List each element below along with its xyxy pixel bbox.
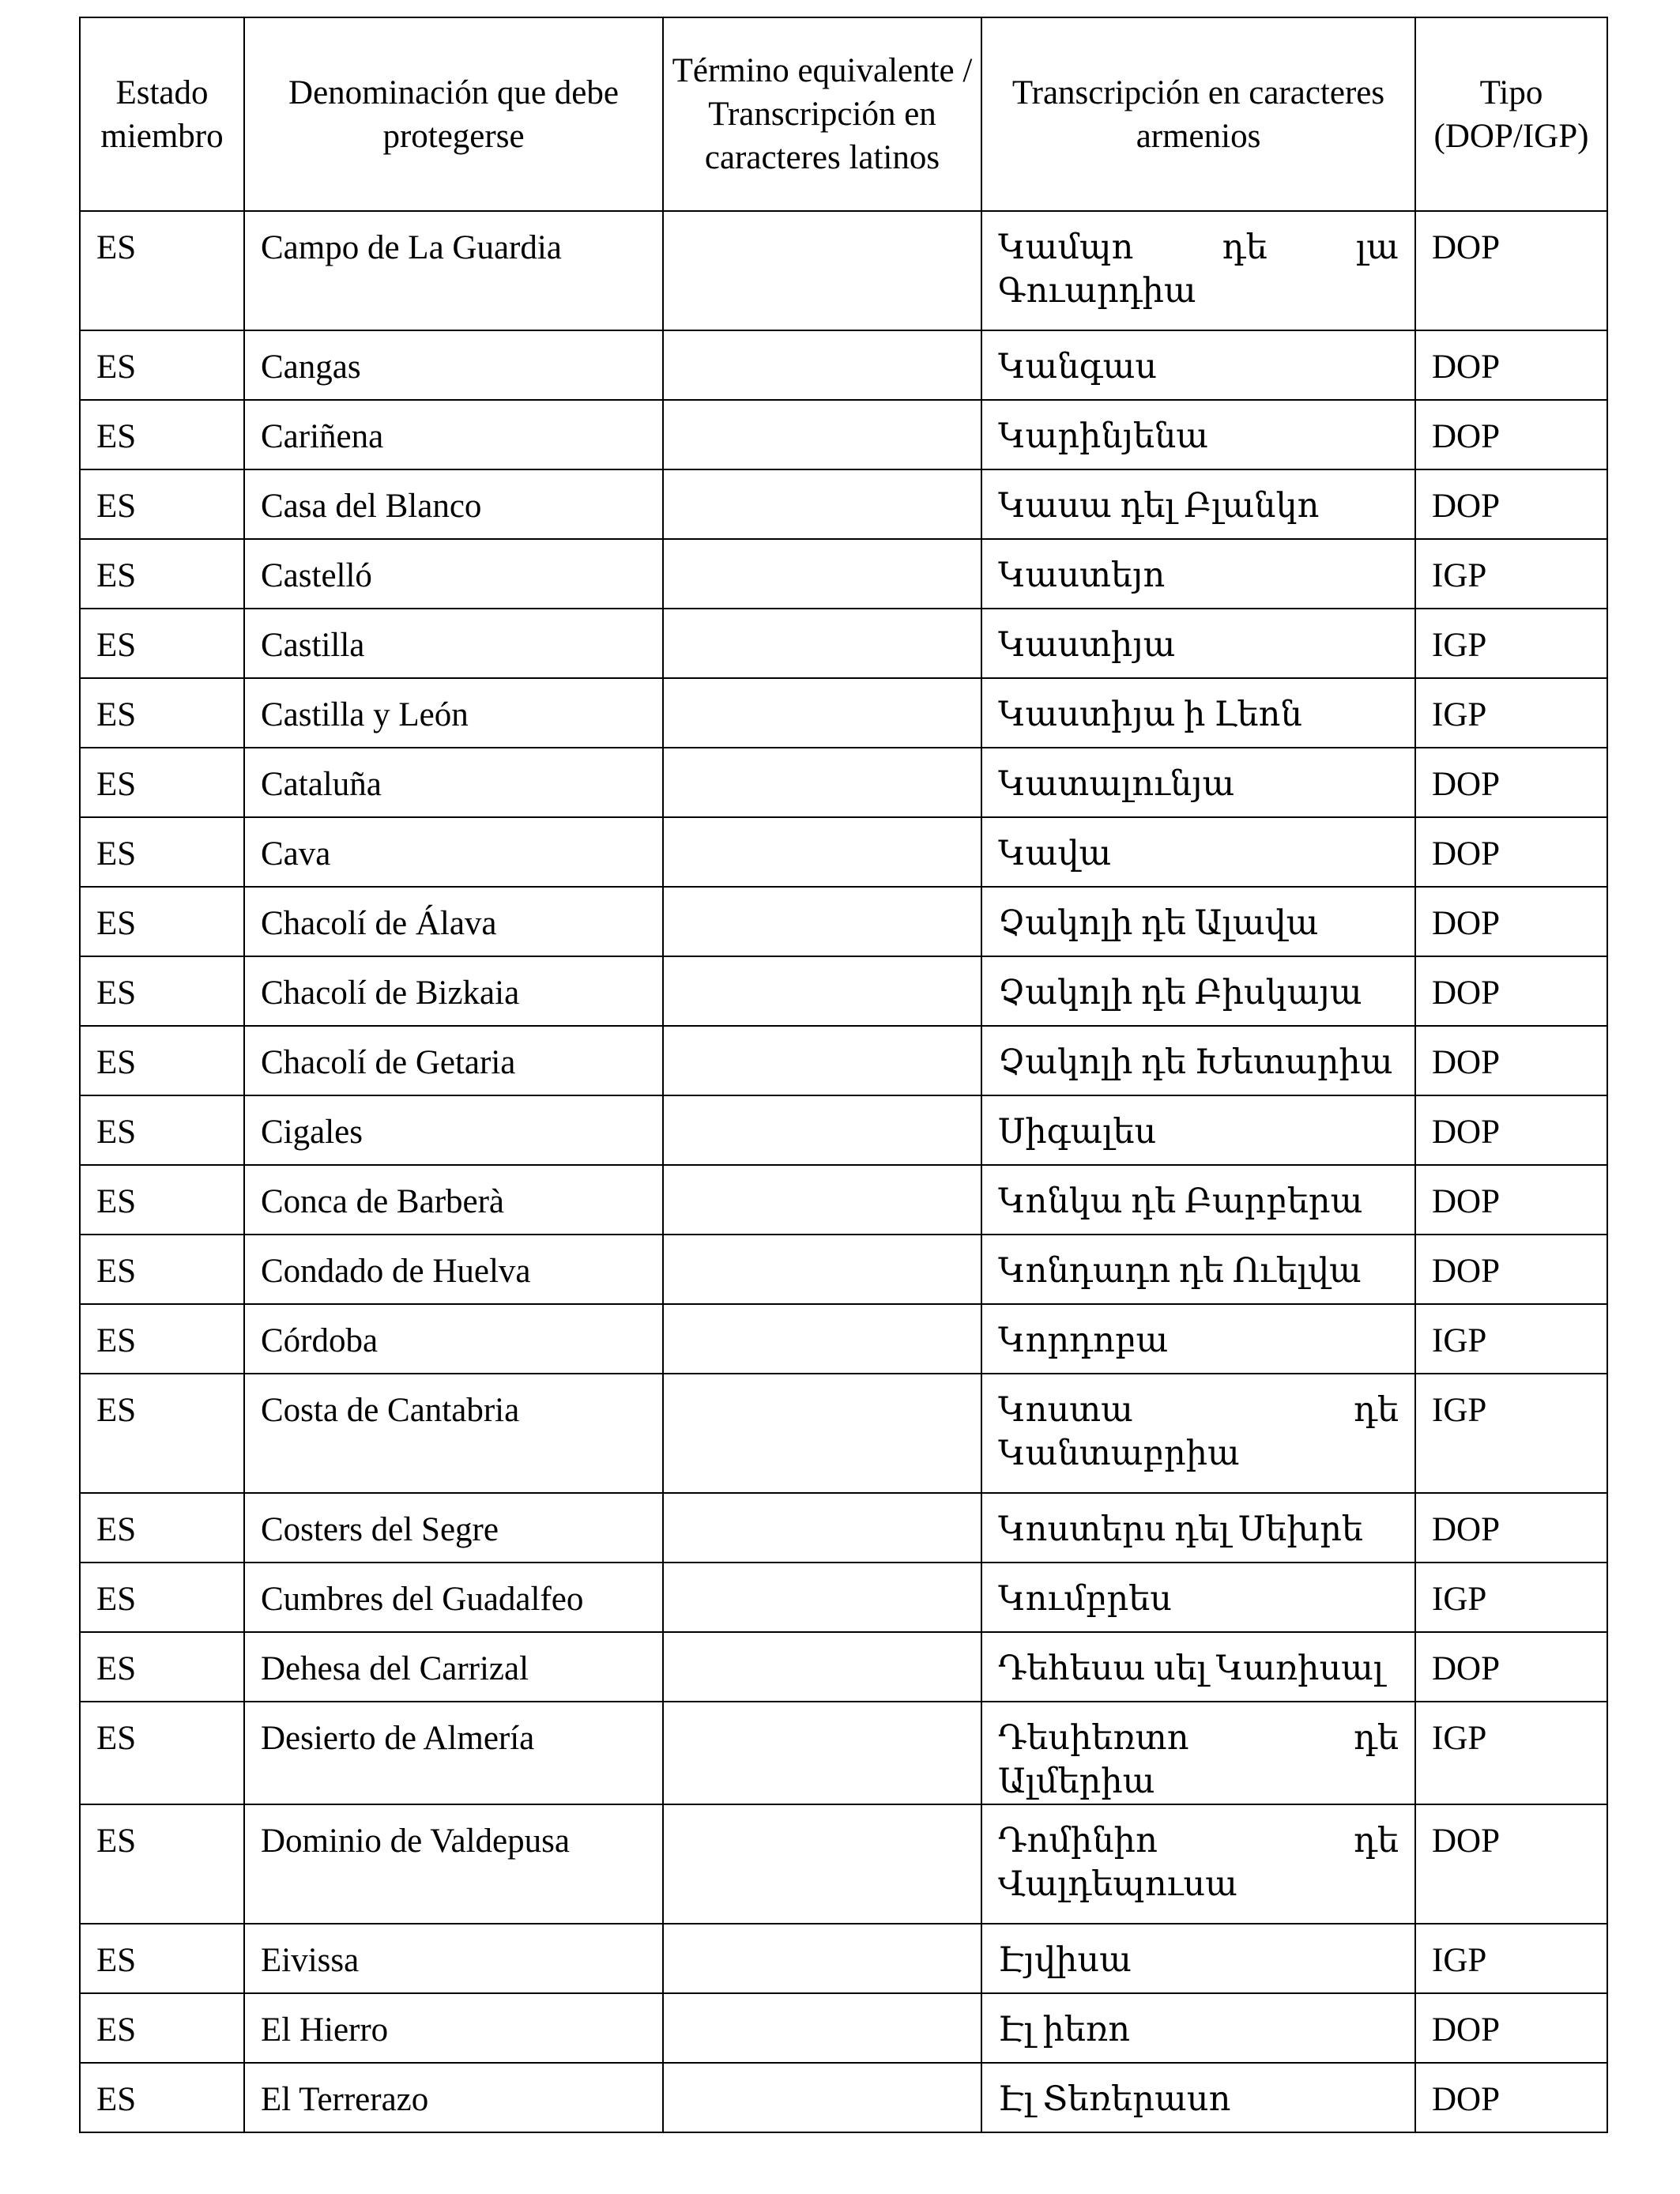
type-cell: DOP	[1415, 469, 1607, 539]
member-state-cell: ES	[80, 956, 244, 1026]
name-cell: Cava	[244, 817, 663, 887]
armenian-cell: Կոնկա դե Բարբերա	[981, 1165, 1415, 1235]
name-cell: Cumbres del Guadalfeo	[244, 1563, 663, 1632]
type-cell: IGP	[1415, 1924, 1607, 1993]
member-state-cell: ES	[80, 1804, 244, 1924]
member-state-cell: ES	[80, 1235, 244, 1304]
table-row	[80, 1632, 1607, 1702]
member-state-cell: ES	[80, 400, 244, 469]
table-row	[80, 1563, 1607, 1632]
table-row	[80, 1993, 1607, 2063]
type-cell: DOP	[1415, 1493, 1607, 1563]
armenian-cell: Չակոլի դե Բիսկայա	[981, 956, 1415, 1026]
equivalent-term-cell	[663, 887, 981, 956]
type-cell: DOP	[1415, 400, 1607, 469]
table-row	[80, 1165, 1607, 1235]
name-cell: Castelló	[244, 539, 663, 609]
type-cell: DOP	[1415, 330, 1607, 400]
armenian-cell: Կաստեյո	[981, 539, 1415, 609]
name-cell: Conca de Barberà	[244, 1165, 663, 1235]
armenian-cell: Կոստա դե Կանտաբրիա	[981, 1374, 1415, 1493]
equivalent-term-cell	[663, 1632, 981, 1702]
table-row	[80, 211, 1607, 330]
header-row	[80, 17, 1607, 211]
type-cell: DOP	[1415, 748, 1607, 817]
name-cell: Cigales	[244, 1095, 663, 1165]
header-armenian-transcription: Transcripción en caracteres armenios	[981, 17, 1415, 211]
equivalent-term-cell	[663, 678, 981, 748]
name-cell: Cataluña	[244, 748, 663, 817]
member-state-cell: ES	[80, 678, 244, 748]
armenian-cell: Կոստերս դել Սեխրե	[981, 1493, 1415, 1563]
armenian-cell: Կավա	[981, 817, 1415, 887]
name-cell: El Terrerazo	[244, 2063, 663, 2132]
armenian-cell: Էլ իեռո	[981, 1993, 1415, 2063]
type-cell: IGP	[1415, 1374, 1607, 1493]
name-cell: Córdoba	[244, 1304, 663, 1374]
equivalent-term-cell	[663, 956, 981, 1026]
name-cell: Cangas	[244, 330, 663, 400]
type-cell: DOP	[1415, 211, 1607, 330]
table-row	[80, 609, 1607, 678]
type-cell: IGP	[1415, 609, 1607, 678]
equivalent-term-cell	[663, 2063, 981, 2132]
name-cell: Desierto de Almería	[244, 1702, 663, 1804]
member-state-cell: ES	[80, 1702, 244, 1804]
type-cell: DOP	[1415, 1235, 1607, 1304]
armenian-cell: Դեհեսա սել Կառիսալ	[981, 1632, 1415, 1702]
name-cell: Chacolí de Álava	[244, 887, 663, 956]
type-cell: DOP	[1415, 1804, 1607, 1924]
member-state-cell: ES	[80, 1993, 244, 2063]
equivalent-term-cell	[663, 539, 981, 609]
geographical-indications-table	[79, 17, 1608, 2133]
equivalent-term-cell	[663, 1493, 981, 1563]
member-state-cell: ES	[80, 539, 244, 609]
member-state-cell: ES	[80, 330, 244, 400]
table-row	[80, 1304, 1607, 1374]
type-cell: IGP	[1415, 678, 1607, 748]
name-cell: Chacolí de Getaria	[244, 1026, 663, 1095]
equivalent-term-cell	[663, 330, 981, 400]
type-cell: DOP	[1415, 887, 1607, 956]
armenian-cell: Կորդոբա	[981, 1304, 1415, 1374]
name-cell: Eivissa	[244, 1924, 663, 1993]
name-cell: Costers del Segre	[244, 1493, 663, 1563]
table-row	[80, 817, 1607, 887]
table-row	[80, 1374, 1607, 1493]
type-cell: IGP	[1415, 539, 1607, 609]
table-row	[80, 2063, 1607, 2132]
equivalent-term-cell	[663, 1374, 981, 1493]
equivalent-term-cell	[663, 1235, 981, 1304]
header-type: Tipo (DOP/IGP)	[1415, 17, 1607, 211]
member-state-cell: ES	[80, 2063, 244, 2132]
type-cell: DOP	[1415, 1632, 1607, 1702]
member-state-cell: ES	[80, 817, 244, 887]
header-member-state: Estado miembro	[80, 17, 244, 211]
equivalent-term-cell	[663, 400, 981, 469]
name-cell: Chacolí de Bizkaia	[244, 956, 663, 1026]
armenian-cell: Չակոլի դե Խետարիա	[981, 1026, 1415, 1095]
table-row	[80, 1095, 1607, 1165]
equivalent-term-cell	[663, 817, 981, 887]
armenian-cell: Կոնդադո դե Ուելվա	[981, 1235, 1415, 1304]
type-cell: IGP	[1415, 1563, 1607, 1632]
armenian-cell: Կաստիյա	[981, 609, 1415, 678]
armenian-cell: Դոմինիո դե Վալդեպուսա	[981, 1804, 1415, 1924]
equivalent-term-cell	[663, 1304, 981, 1374]
armenian-cell: Սիգալես	[981, 1095, 1415, 1165]
armenian-cell: Կումբրես	[981, 1563, 1415, 1632]
type-cell: IGP	[1415, 1304, 1607, 1374]
equivalent-term-cell	[663, 1563, 981, 1632]
name-cell: Castilla	[244, 609, 663, 678]
table-row	[80, 539, 1607, 609]
type-cell: DOP	[1415, 1165, 1607, 1235]
type-cell: DOP	[1415, 1095, 1607, 1165]
equivalent-term-cell	[663, 1804, 981, 1924]
table-row	[80, 1924, 1607, 1993]
name-cell: Campo de La Guardia	[244, 211, 663, 330]
type-cell: DOP	[1415, 1993, 1607, 2063]
name-cell: El Hierro	[244, 1993, 663, 2063]
member-state-cell: ES	[80, 1026, 244, 1095]
member-state-cell: ES	[80, 1493, 244, 1563]
type-cell: DOP	[1415, 956, 1607, 1026]
name-cell: Dominio de Valdepusa	[244, 1804, 663, 1924]
equivalent-term-cell	[663, 609, 981, 678]
type-cell: DOP	[1415, 2063, 1607, 2132]
type-cell: DOP	[1415, 817, 1607, 887]
equivalent-term-cell	[663, 1924, 981, 1993]
armenian-cell: Կատալունյա	[981, 748, 1415, 817]
armenian-cell: Էյվիսա	[981, 1924, 1415, 1993]
type-cell: DOP	[1415, 1026, 1607, 1095]
name-cell: Condado de Huelva	[244, 1235, 663, 1304]
armenian-cell: Չակոլի դե Ալավա	[981, 887, 1415, 956]
table-row	[80, 956, 1607, 1026]
armenian-cell: Կարինյենա	[981, 400, 1415, 469]
armenian-cell: Կամպո դե լա Գուարդիա	[981, 211, 1415, 330]
member-state-cell: ES	[80, 1304, 244, 1374]
equivalent-term-cell	[663, 1993, 981, 2063]
member-state-cell: ES	[80, 1374, 244, 1493]
equivalent-term-cell	[663, 1026, 981, 1095]
armenian-cell: Դեսիեռտո դե Ալմերիա	[981, 1702, 1415, 1804]
name-cell: Dehesa del Carrizal	[244, 1632, 663, 1702]
member-state-cell: ES	[80, 1632, 244, 1702]
armenian-cell: Կասա դել Բլանկո	[981, 469, 1415, 539]
name-cell: Castilla y León	[244, 678, 663, 748]
equivalent-term-cell	[663, 748, 981, 817]
equivalent-term-cell	[663, 1095, 981, 1165]
table-row	[80, 1026, 1607, 1095]
table-row	[80, 400, 1607, 469]
member-state-cell: ES	[80, 887, 244, 956]
equivalent-term-cell	[663, 1702, 981, 1804]
armenian-cell: Էլ Տեռերասո	[981, 2063, 1415, 2132]
table-row	[80, 887, 1607, 956]
member-state-cell: ES	[80, 1095, 244, 1165]
table-row	[80, 1804, 1607, 1924]
name-cell: Costa de Cantabria	[244, 1374, 663, 1493]
header-equivalent-term: Término equivalente / Transcripción en caracteres latinos	[663, 17, 981, 211]
type-cell: IGP	[1415, 1702, 1607, 1804]
armenian-cell: Կանգաս	[981, 330, 1415, 400]
table-row	[80, 678, 1607, 748]
table-row	[80, 469, 1607, 539]
member-state-cell: ES	[80, 211, 244, 330]
name-cell: Casa del Blanco	[244, 469, 663, 539]
member-state-cell: ES	[80, 1924, 244, 1993]
member-state-cell: ES	[80, 1563, 244, 1632]
table-row	[80, 1235, 1607, 1304]
name-cell: Cariñena	[244, 400, 663, 469]
armenian-cell: Կաստիյա ի Լեոն	[981, 678, 1415, 748]
equivalent-term-cell	[663, 211, 981, 330]
equivalent-term-cell	[663, 469, 981, 539]
table-row	[80, 1493, 1607, 1563]
equivalent-term-cell	[663, 1165, 981, 1235]
member-state-cell: ES	[80, 609, 244, 678]
table-row	[80, 1702, 1607, 1804]
member-state-cell: ES	[80, 1165, 244, 1235]
member-state-cell: ES	[80, 469, 244, 539]
header-name-to-protect: Denominación que debe protegerse	[244, 17, 663, 211]
table-row	[80, 330, 1607, 400]
member-state-cell: ES	[80, 748, 244, 817]
table-row	[80, 748, 1607, 817]
